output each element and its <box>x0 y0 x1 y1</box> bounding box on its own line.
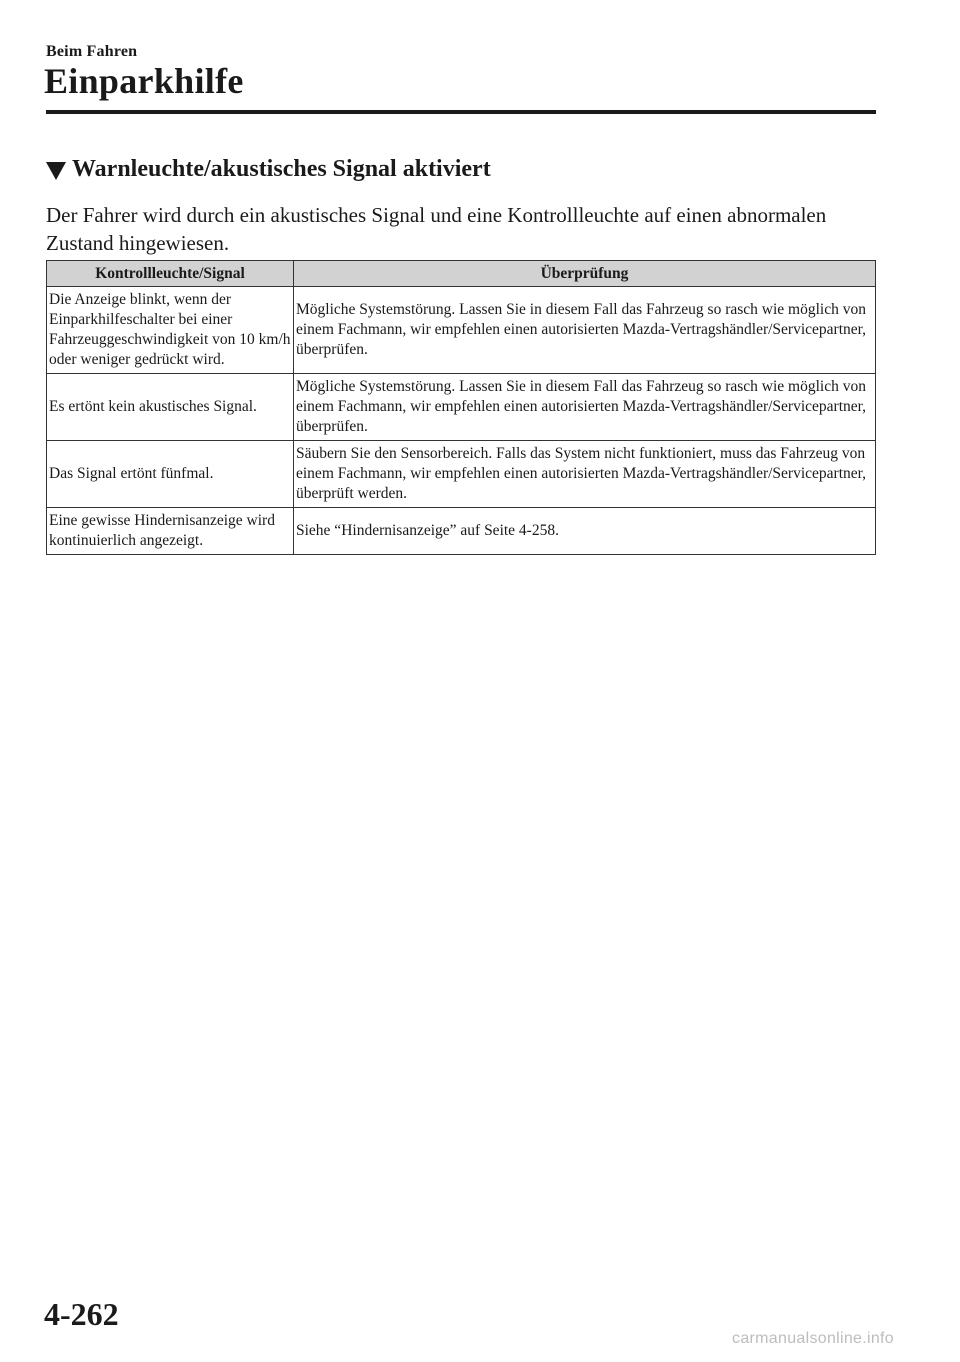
check-cell: Mögliche Systemstörung. Lassen Sie in diesem Fall das Fahrzeug so rasch wie möglich von einem Fachmann, wir empfehlen einen autorisierten Mazda-Vertragshändler/Servicepartner, überprüfen. <box>294 287 876 374</box>
signal-cell: Es ertönt kein akustisches Signal. <box>47 374 294 441</box>
signal-cell: Das Signal ertönt fünfmal. <box>47 441 294 508</box>
check-cell: Siehe “Hindernisanzeige” auf Seite 4-258. <box>294 508 876 555</box>
signal-cell: Die Anzeige blinkt, wenn der Einparkhilfeschalter bei einer Fahrzeuggeschwindigkeit von 10 km/h oder weniger gedrückt wird. <box>47 287 294 374</box>
page-number: 4-262 <box>44 1296 119 1332</box>
header-check: Überprüfung <box>294 261 876 287</box>
check-cell: Mögliche Systemstörung. Lassen Sie in diesem Fall das Fahrzeug so rasch wie möglich von einem Fachmann, wir empfehlen einen autorisierten Mazda-Vertragshändler/Servicepartner, überprüfen. <box>294 374 876 441</box>
signal-cell: Eine gewisse Hindernisanzeige wird kontinuierlich angezeigt. <box>47 508 294 555</box>
table-row <box>47 374 876 441</box>
table-row <box>47 441 876 508</box>
header-divider <box>46 110 876 114</box>
page-title: Einparkhilfe <box>44 61 244 101</box>
section-label: Beim Fahren <box>46 43 138 60</box>
table-row <box>47 287 876 374</box>
check-table <box>46 260 876 555</box>
down-triangle-icon <box>46 162 66 180</box>
subheading <box>46 156 491 183</box>
subheading-text: Warnleuchte/akustisches Signal aktiviert <box>72 156 491 182</box>
table-header-row <box>47 261 876 287</box>
intro-paragraph: Der Fahrer wird durch ein akustisches Signal und eine Kontrollleuchte auf einen abnormalen Zustand hingewiesen. <box>46 203 827 255</box>
check-cell: Säubern Sie den Sensorbereich. Falls das System nicht funktioniert, muss das Fahrzeug von einem Fachmann, wir empfehlen einen autorisierten Mazda-Vertragshändler/Servicepartner, überprüft werden. <box>294 441 876 508</box>
watermark: carmanualsonline.info <box>732 1330 894 1347</box>
table-row <box>47 508 876 555</box>
header-signal: Kontrollleuchte/Signal <box>47 261 294 287</box>
